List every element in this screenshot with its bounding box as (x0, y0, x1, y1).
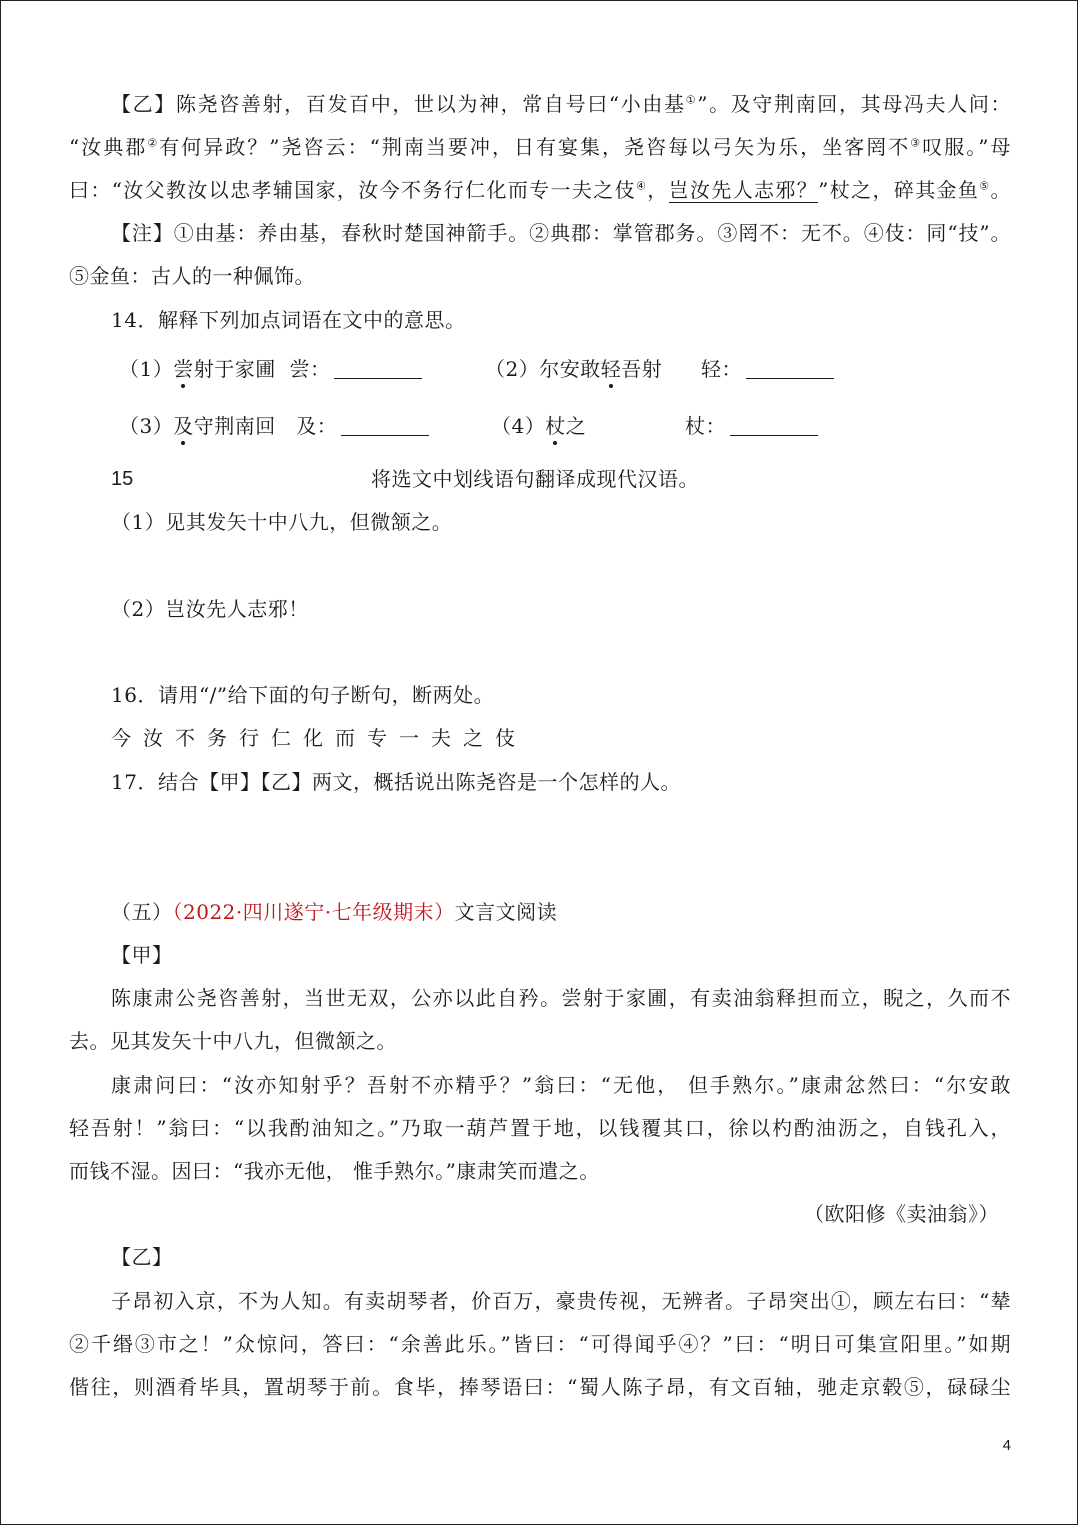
notes-line-2: ⑤金鱼：古人的一种佩饰。 (69, 264, 315, 288)
question-14-stem: 14．解释下列加点词语在文中的意思。 (111, 308, 466, 332)
underlined-sentence: 岂汝先人志邪？ (668, 178, 819, 202)
dotted-char: 尝 (173, 357, 194, 381)
answer-blank[interactable] (341, 415, 429, 436)
attribution: （欧阳修《卖油翁》） (804, 1202, 999, 1226)
jia-line-4: 轻吾射！”翁曰：“以我酌油知之。”乃取一葫芦置于地，以钱覆其口，徐以杓酌油沥之，自钱孔入， (69, 1116, 1011, 1140)
section-5-heading: （五）（2022·四川遂宁·七年级期末）文言文阅读 (111, 900, 558, 924)
yi-passage-line-2: “汝典郡②有何异政？”尧咨云：“荆南当要冲，日有宴集，尧咨每以弓矢为乐，坐客罔不③叹服。”母 (69, 135, 1011, 159)
yi-line-1: 子昂初入京，不为人知。有卖胡琴者，价百万，豪贵传视，无辨者。子昂突出①，顾左右曰：“辇 (111, 1289, 1011, 1313)
jia-line-1: 陈康肃公尧咨善射，当世无双，公亦以此自矜。尝射于家圃，有卖油翁释担而立，睨之，久而不 (111, 986, 1011, 1010)
dotted-char: 杖 (545, 414, 566, 438)
answer-blank[interactable] (746, 358, 834, 379)
yi-passage-line-3: 曰：“汝父教汝以忠孝辅国家，汝今不务行仁化而专一夫之伎④，岂汝先人志邪？”杖之，碎其金鱼⑤。 (69, 178, 1012, 202)
page-number: 4 (1002, 1437, 1011, 1454)
dotted-char: 及 (173, 414, 194, 438)
answer-blank[interactable] (730, 415, 818, 436)
jia-line-2: 去。见其发矢十中八九，但微颔之。 (69, 1029, 397, 1053)
yi-line-3: 偕往，则酒肴毕具，置胡琴于前。食毕，捧琴语曰：“蜀人陈子昂，有文百轴，驰走京毂⑤，碌碌尘 (69, 1375, 1011, 1399)
yi-label: 【乙】 (111, 1245, 173, 1269)
yi-line-2: ②千缗③市之！”众惊问，答曰：“余善此乐。”皆曰：“可得闻乎④？”曰：“明日可集宣阳里。”如期 (69, 1332, 1011, 1356)
jia-line-5: 而钱不湿。因曰：“我亦无他， 惟手熟尔。”康肃笑而遣之。 (69, 1159, 600, 1183)
q15-sentence-2: （2）岂汝先人志邪！ (111, 597, 309, 621)
question-15-number: 15 (111, 468, 134, 490)
jia-line-3: 康肃问曰：“汝亦知射乎？吾射不亦精乎？”翁曰：“无他， 但手熟尔。”康肃忿然曰：“尔安敢 (111, 1073, 1011, 1097)
question-16-stem: 16．请用“/”给下面的句子断句，断两处。 (111, 683, 495, 707)
yi-passage-line-1: 【乙】陈尧咨善射，百发百中，世以为神，常自号曰“小由基①”。及守荆南回，其母冯夫人问： (111, 92, 1011, 116)
q14-item-1: （1）尝射于家圃 尝： (119, 354, 422, 384)
question-17-stem: 17．结合【甲】【乙】两文，概括说出陈尧咨是一个怎样的人。 (111, 770, 681, 794)
q14-item-2-answer: 轻： (701, 354, 834, 384)
q14-item-4: （4）杖之 (491, 414, 587, 438)
jia-label: 【甲】 (111, 943, 173, 967)
notes-line-1: 【注】①由基：养由基，春秋时楚国神箭手。②典郡：掌管郡务。③罔不：无不。④伎：同“技”。 (111, 221, 1011, 245)
q15-sentence-1: （1）见其发矢十中八九，但微颔之。 (111, 510, 453, 534)
q14-item-2: （2）尔安敢轻吾射 (485, 357, 663, 381)
answer-blank[interactable] (334, 358, 422, 379)
dotted-char: 轻 (600, 357, 622, 381)
q16-sentence: 今汝不务行仁化而专一夫之伎 (111, 726, 527, 750)
q14-item-3: （3）及守荆南回 及： (119, 411, 429, 441)
question-15-stem: 将选文中划线语句翻译成现代汉语。 (371, 467, 699, 491)
source-tag: （2022·四川遂宁·七年级期末） (172, 900, 455, 924)
q14-item-4-answer: 杖： (685, 411, 818, 441)
